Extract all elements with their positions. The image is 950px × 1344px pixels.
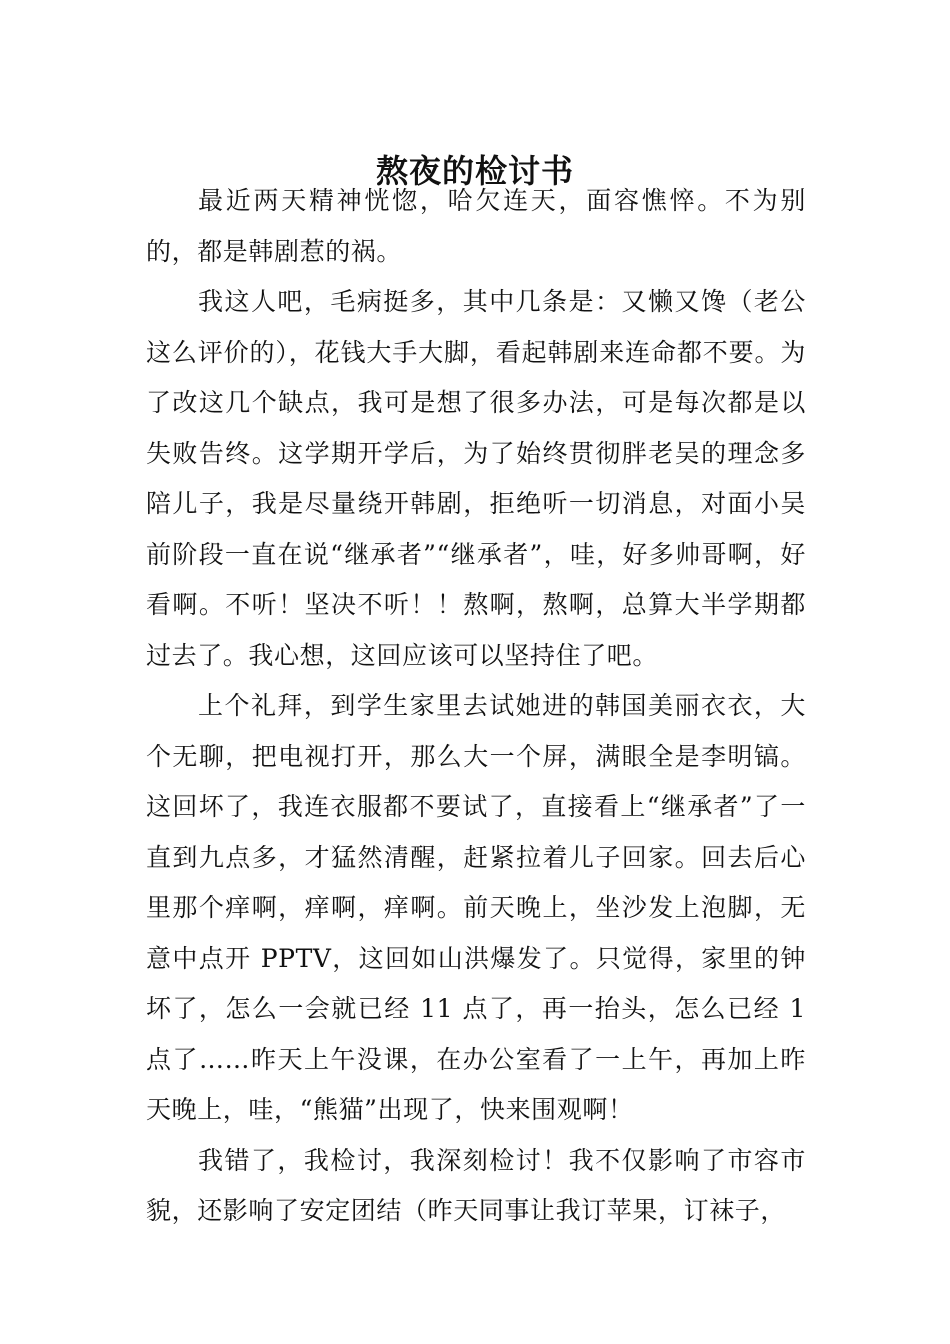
document-title: 熬夜的检讨书 <box>375 152 574 191</box>
paragraph-4: 我错了，我检讨，我深刻检讨！我不仅影响了市容市貌，还影响了安定团结（昨天同事让我订苹果，订袜子， <box>146 1145 806 1225</box>
paragraph-2: 我这人吧，毛病挺多，其中几条是：又懒又馋（老公这么评价的），花钱大手大脚，看起韩剧来连命都不要。为了改这几个缺点，我可是想了很多办法，可是每次都是以失败告终。这学期开学后，为了始终贯彻胖老吴的理念多陪儿子，我是尽量绕开韩剧，拒绝听一切消息，对面小吴前阶段一直在说“继承者”“继承者”，哇，好多帅哥啊，好看啊。不听！坚决不听！！熬啊，熬啊，总算大半学期都过去了。我心想，这回应该可以坚持住了吧。 <box>146 287 806 670</box>
paragraph-1: 最近两天精神恍惚，哈欠连天，面容憔悴。不为别的，都是韩剧惹的祸。 <box>146 186 806 266</box>
document-body <box>146 176 806 1237</box>
paragraph-3: 上个礼拜，到学生家里去试她进的韩国美丽衣衣，大个无聊，把电视打开，那么大一个屏，满眼全是李明镐。这回坏了，我连衣服都不要试了，直接看上“继承者”了一直到九点多，才猛然清醒，赶紧拉着儿子回家。回去后心里那个痒啊，痒啊，痒啊。前天晚上，坐沙发上泡脚，无意中点开 PPTV，这回如山洪爆发了。只觉得，家里的钟坏了，怎么一会就已经 11 点了，再一抬头，怎么已经 1 点了……昨天上午没课，在办公室看了一上午，再加上昨天晚上，哇，“熊猫”出现了，快来围观啊！ <box>146 691 806 1124</box>
